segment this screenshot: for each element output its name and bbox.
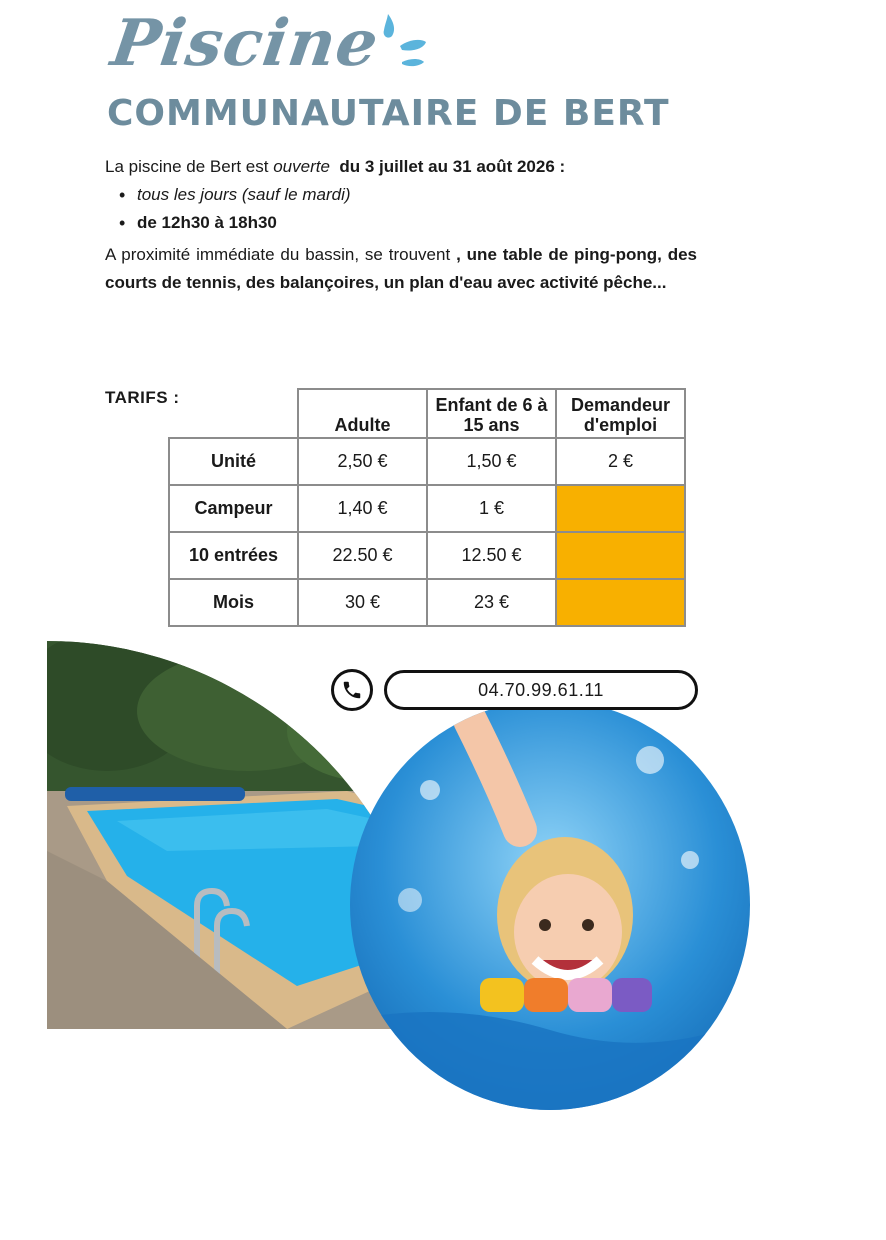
amenities-paragraph: [105, 241, 697, 297]
row-label: Campeur: [169, 485, 298, 532]
kid-illustration: [350, 700, 750, 1110]
table-cell: 1,50 €: [427, 438, 556, 485]
amenities-text: A proximité immédiate du bassin, se trouvent: [105, 245, 457, 264]
hours-text: de 12h30 à 18h30: [137, 213, 277, 232]
table-cell-empty: [556, 532, 685, 579]
table-cell: 2 €: [556, 438, 685, 485]
row-label: Unité: [169, 438, 298, 485]
table-row: [169, 532, 685, 579]
intro-dates: du 3 juillet au 31 août 2026 :: [339, 157, 566, 176]
water-splash-icon: [380, 12, 428, 72]
list-item: [137, 209, 697, 237]
table-cell: 23 €: [427, 579, 556, 626]
intro-italic: ouverte: [273, 157, 330, 176]
days-text: tous les jours (sauf le mardi): [137, 185, 351, 204]
column-header: Adulte: [298, 389, 427, 438]
opening-dates: [105, 153, 697, 181]
row-label: Mois: [169, 579, 298, 626]
kid-swimming-photo: [350, 700, 750, 1110]
table-row: [169, 438, 685, 485]
amenities-bold: , une table de ping-pong, des courts de tennis, des balançoires, un plan d'eau avec activité pêche...: [105, 245, 698, 292]
column-header: Enfant de 6 à 15 ans: [427, 389, 556, 438]
tarifs-table: [168, 388, 686, 627]
table-cell: 1 €: [427, 485, 556, 532]
table-header-row: [169, 389, 685, 438]
row-label: 10 entrées: [169, 532, 298, 579]
table-row: [169, 485, 685, 532]
column-header: Demandeur d'emploi: [556, 389, 685, 438]
table-cell: 2,50 €: [298, 438, 427, 485]
phone-number[interactable]: 04.70.99.61.11: [384, 670, 698, 710]
table-cell: 12.50 €: [427, 532, 556, 579]
tarifs-label: TARIFS :: [105, 388, 180, 407]
schedule-list: [105, 181, 697, 237]
phone-icon-circle: [331, 669, 373, 711]
table-cell: 30 €: [298, 579, 427, 626]
intro-text: La piscine de Bert est: [105, 157, 274, 176]
page-subtitle: COMMUNAUTAIRE DE BERT: [107, 93, 670, 134]
table-cell-empty: [556, 485, 685, 532]
phone-icon: [341, 679, 363, 701]
page-title: Piscine: [106, 6, 384, 81]
table-cell: 22.50 €: [298, 532, 427, 579]
table-corner: [169, 389, 298, 438]
table-cell-empty: [556, 579, 685, 626]
table-row: [169, 579, 685, 626]
list-item: [137, 181, 697, 209]
table-cell: 1,40 €: [298, 485, 427, 532]
intro-section: [105, 153, 697, 297]
